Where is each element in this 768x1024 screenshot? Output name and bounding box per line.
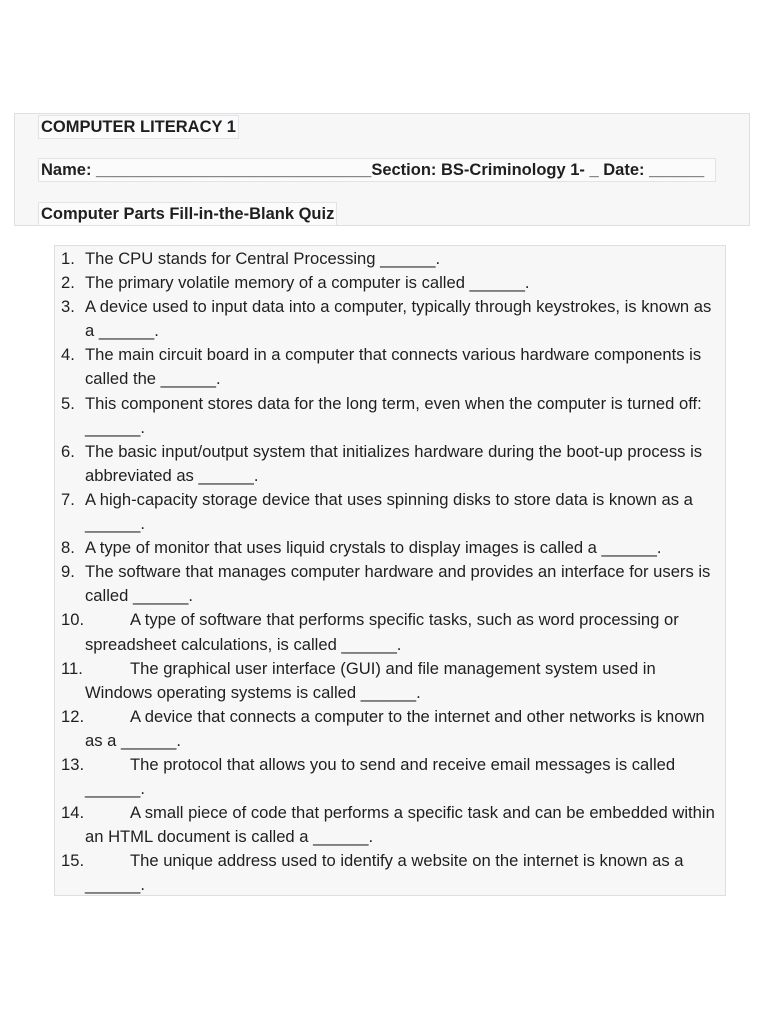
question-number: 9. [61, 562, 75, 582]
question-item [61, 753, 723, 801]
question-item [61, 343, 723, 391]
question-item [61, 560, 723, 608]
question-number: 2. [61, 273, 75, 293]
question-item [61, 608, 723, 656]
question-text: A small piece of code that performs a specific task and can be embedded within an HTML document is called a ______. [85, 803, 715, 847]
quiz-title: Computer Parts Fill-in-the-Blank Quiz [38, 202, 337, 226]
question-number: 12. [61, 706, 85, 726]
question-text: A type of monitor that uses liquid crystals to display images is called a ______. [85, 538, 662, 558]
question-number: 7. [61, 489, 75, 509]
question-item [61, 705, 723, 753]
question-text: The graphical user interface (GUI) and file management system used in Windows operating systems is called ______. [85, 658, 656, 702]
question-item [61, 536, 723, 560]
question-number: 13. [61, 754, 85, 774]
question-text: A device used to input data into a computer, typically through keystrokes, is known as a ______. [85, 297, 712, 341]
question-text: The main circuit board in a computer that connects various hardware components is called the ______. [85, 345, 702, 389]
question-list [61, 247, 723, 898]
question-number: 1. [61, 249, 75, 268]
question-item [61, 849, 723, 897]
question-number: 14. [61, 803, 85, 823]
question-text: A high-capacity storage device that uses spinning disks to store data is known as a ______. [85, 489, 693, 534]
question-item [61, 657, 723, 705]
question-number: 11. [61, 658, 83, 678]
question-number: 6. [61, 441, 75, 461]
question-text: The unique address used to identify a website on the internet is known as a ______. [85, 851, 684, 895]
question-item [61, 488, 723, 536]
question-number: 15. [61, 851, 85, 871]
course-title: COMPUTER LITERACY 1 [38, 115, 239, 139]
question-number: 3. [61, 297, 75, 317]
question-number: 4. [61, 345, 75, 365]
question-text: A device that connects a computer to the internet and other networks is known as a ______. [85, 706, 705, 750]
question-text: The basic input/output system that initializes hardware during the boot-up process is abbreviated as ______. [85, 441, 703, 485]
question-text: The software that manages computer hardware and provides an interface for users is called ______. [85, 562, 711, 606]
question-text: The protocol that allows you to send and receive email messages is called ______. [85, 754, 676, 799]
question-text: The CPU stands for Central Processing ______. [85, 249, 441, 268]
question-item [61, 392, 723, 440]
question-item [61, 801, 723, 849]
question-item [61, 295, 723, 343]
question-text: The primary volatile memory of a computer is called ______. [85, 273, 530, 293]
question-item [61, 247, 723, 271]
question-text: A type of software that performs specific tasks, such as word processing or spreadsheet calculations, is called ______. [85, 610, 679, 654]
question-number: 10. [61, 610, 85, 630]
question-number: 8. [61, 538, 75, 558]
question-item [61, 271, 723, 295]
student-info-line: Name: ______________________________Section: BS-Criminology 1- _ Date: ______ [38, 158, 716, 182]
question-item [61, 440, 723, 488]
question-text: This component stores data for the long term, even when the computer is turned off: ______. [85, 393, 702, 437]
question-number: 5. [61, 393, 75, 413]
